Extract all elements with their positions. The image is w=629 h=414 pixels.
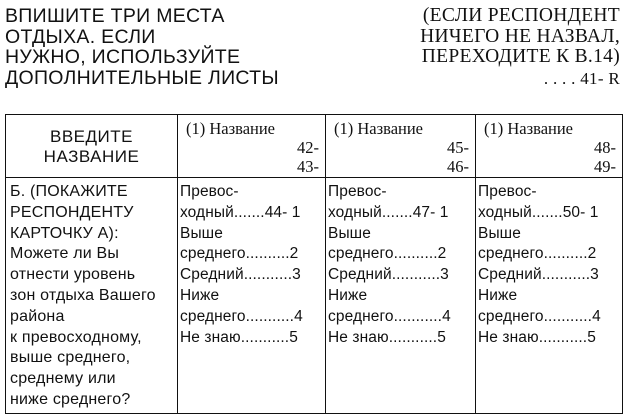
option-line[interactable]: ходный.......47- 1: [328, 203, 449, 221]
name-title: (1) Название: [334, 119, 424, 138]
question-line: зон отдыха Вашего: [10, 286, 156, 304]
option-line[interactable]: Выше: [478, 224, 521, 242]
rating-row: [6, 178, 623, 414]
question-line: РЕСПОНДЕНТУ: [10, 203, 134, 221]
option-line[interactable]: среднего..........2: [180, 245, 299, 263]
question-text: [6, 178, 177, 413]
skip-code: . . . . 41- R: [543, 68, 620, 88]
option-line[interactable]: Ниже: [478, 286, 518, 304]
option-line[interactable]: Выше: [180, 224, 223, 242]
name-title: (1) Название: [484, 119, 574, 138]
option-line[interactable]: Ниже: [328, 286, 368, 304]
option-line[interactable]: среднего...........4: [478, 307, 601, 325]
rating-options-3: [476, 178, 623, 414]
question-line: Можете ли Вы: [10, 245, 120, 263]
question-line: района: [10, 307, 65, 325]
enter-name-line: НАЗВАНИЕ: [43, 147, 140, 166]
enter-name-cell: [6, 115, 178, 178]
skip-instruction-block: [360, 6, 620, 89]
option-line[interactable]: ходный.......50- 1: [478, 203, 599, 221]
instruction-line: ВПИШИТЕ ТРИ МЕСТА: [5, 5, 225, 27]
skip-instruction-line: НИЧЕГО НЕ НАЗВАЛ,: [420, 25, 620, 47]
name-code: 45-: [447, 138, 469, 157]
option-line[interactable]: Средний...........3: [328, 266, 449, 284]
name-row: [6, 115, 623, 178]
question-line: КАРТОЧКУ А):: [10, 224, 119, 242]
option-line[interactable]: Выше: [328, 224, 371, 242]
question-line: Б. (ПОКАЖИТЕ: [10, 183, 128, 200]
option-line[interactable]: Превос-: [328, 183, 387, 200]
instruction-line: ОТДЫХА. ЕСЛИ: [5, 25, 156, 48]
option-line[interactable]: Ниже: [180, 286, 220, 304]
name-code: 46-: [447, 157, 469, 176]
instruction-line: НУЖНО, ИСПОЛЬЗУЙТЕ: [5, 46, 241, 68]
name-code: 49-: [594, 157, 616, 176]
option-line[interactable]: среднего...........4: [328, 307, 451, 325]
question-line: среднему или: [10, 370, 116, 388]
option-line[interactable]: среднего...........4: [180, 307, 303, 325]
name-title: (1) Название: [186, 119, 276, 138]
skip-instruction-line: ПЕРЕХОДИТЕ К В.14): [421, 46, 620, 67]
skip-instruction-line: (ЕСЛИ РЕСПОНДЕНТ: [422, 5, 620, 26]
option-line[interactable]: Не знаю...........5: [180, 328, 298, 346]
question-cell: [6, 178, 178, 414]
question-line: к превосходному,: [10, 328, 142, 346]
option-line[interactable]: среднего..........2: [478, 245, 597, 263]
question-line: ниже среднего?: [10, 390, 131, 408]
name-cell-3[interactable]: [476, 115, 623, 178]
rating-options-1: [178, 178, 326, 414]
option-line[interactable]: Не знаю...........5: [328, 328, 446, 346]
rating-options-2: [326, 178, 476, 414]
question-line: отнести уровень: [10, 266, 136, 284]
instruction-block: [5, 6, 325, 88]
name-cell-1[interactable]: [178, 115, 326, 178]
enter-name-label: [6, 115, 177, 167]
recreation-table: [5, 114, 623, 414]
option-line[interactable]: Средний...........3: [180, 266, 301, 284]
option-line[interactable]: Превос-: [180, 183, 239, 200]
name-code: 42-: [297, 138, 319, 157]
option-line[interactable]: ходный.......44- 1: [180, 203, 301, 221]
option-line[interactable]: Средний...........3: [478, 266, 599, 284]
option-line[interactable]: Превос-: [478, 183, 537, 200]
name-cell-2[interactable]: [326, 115, 476, 178]
option-line[interactable]: среднего..........2: [328, 245, 447, 263]
instruction-line: ДОПОЛНИТЕЛЬНЫЕ ЛИСТЫ: [5, 66, 279, 89]
question-line: выше среднего,: [10, 349, 131, 367]
name-code: 48-: [594, 138, 616, 157]
name-code: 43-: [297, 157, 319, 176]
enter-name-line: ВВЕДИТЕ: [50, 127, 133, 146]
option-line[interactable]: Не знаю...........5: [478, 328, 596, 346]
